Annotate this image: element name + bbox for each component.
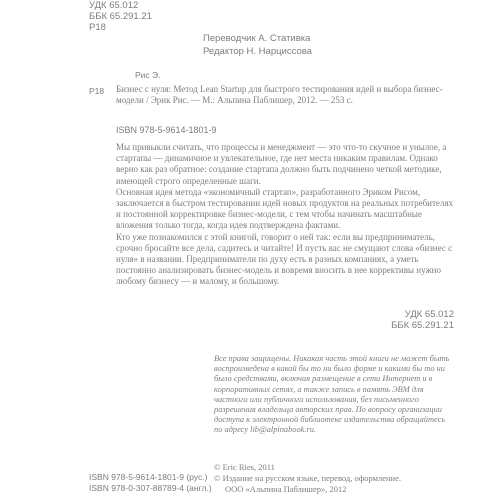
author-short-name: Рис Э. xyxy=(135,70,161,80)
copyright-block xyxy=(214,462,401,495)
udk-code: УДК 65.012 xyxy=(89,0,139,11)
author-mark: Р18 xyxy=(89,22,106,33)
isbn-russian: ISBN 978-5-9614-1801-9 (рус.) xyxy=(89,472,208,482)
isbn-list xyxy=(89,472,212,494)
bbk-code: ББК 65.291.21 xyxy=(89,11,152,22)
udk-code-bottom: УДК 65.012 xyxy=(404,309,454,320)
translator-line: Переводчик А. Стативка xyxy=(203,33,311,44)
annotation-paragraph-2: Основная идея метода «экономичный стартап», разработанного Эриком Рисом, заключается в быстром тестировании идей новых продуктов на реальных потребителях и постоянной корректировке бизнес-модели, с тем чтобы начинать масштабные вложения только тогда, когда идея подтверждена фактами. xyxy=(116,186,454,231)
annotation-paragraph-3: Кто уже познакомился с этой книгой, говорит о ней так: если вы предприниматель, срочно бросайте все дела, садитесь и читайте! И пусть вас не смущают слова «бизнес с нуля» в названии. Предприниматели по духу есть в разных компаниях, а уметь постоянно анализировать бизнес-модель и вовремя вносить в нее коррективы нужно любому бизнесу — и малому, и большому. xyxy=(116,231,453,287)
isbn-main: ISBN 978-5-9614-1801-9 xyxy=(116,125,217,135)
bbk-code-bottom: ББК 65.291.21 xyxy=(391,320,454,331)
isbn-english: ISBN 978-0-307-88789-4 (англ.) xyxy=(89,483,212,493)
annotation-paragraph-1: Мы привыкли считать, что процессы и менеджмент — это что-то скучное и унылое, а стартапы — динамичное и увлекательное, где нет места никаким правилам. Однако верно как раз обратное: создание стартапа должно быть подчинено четкой методике, имеющей строго определенные шаги. xyxy=(116,142,447,186)
editor-line: Редактор Н. Нарциссова xyxy=(203,46,312,57)
udk-block-bottom xyxy=(391,309,454,331)
rights-notice: Все права защищены. Никакая часть этой книги не может быть воспроизведена в какой бы то ни было форме и какими бы то ни было средствами, включая размещение в сети Интернет и в корпоративных сетях, а также запись в память ЭВМ для частного или публичного использования, без письменного разрешения владельца авторских прав. По вопросу организации доступа к электронной библиотеке издательства обращайтесь по адресу lib@alpinabook.ru. xyxy=(214,354,450,435)
copyright-edition: © Издание на русском языке, перевод, оформление. xyxy=(214,473,402,483)
copyright-author: © Eric Ries, 2011 xyxy=(214,462,275,472)
copyright-publisher: ООО «Альпина Паблишер», 2012 xyxy=(225,484,347,494)
annotation xyxy=(116,142,456,288)
credits-block xyxy=(203,32,312,58)
udk-block-top xyxy=(89,0,152,33)
bibliographic-description: Бизнес с нуля: Метод Lean Startup для быстрого тестирования идей и выбора бизнес-модели / Эрик Рис. — М.: Альпина Паблишер, 2012. — 253 с. xyxy=(116,84,443,106)
author-mark-left: Р18 xyxy=(89,86,105,96)
